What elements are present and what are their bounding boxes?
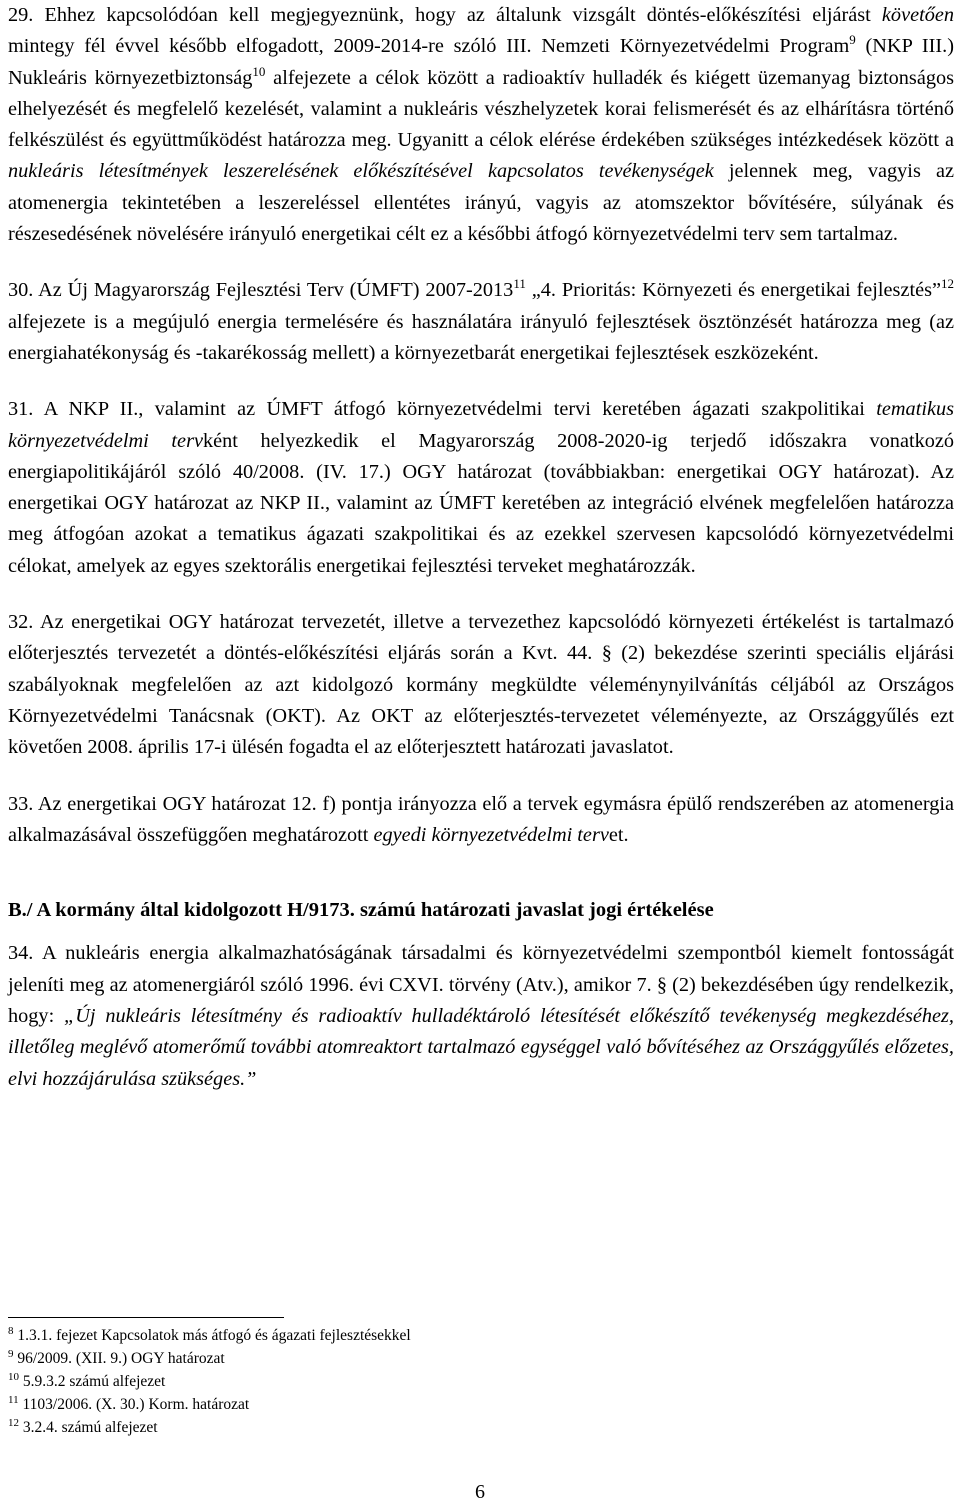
footnote [8,1370,954,1393]
text: ként helyezkedik el Magyarország 2008-2020-ig terjedő időszakra vonatkozó energiapolitikájáról szóló 40/2008. (IV. 17.) OGY határozat (továbbiakban: energetikai OGY határozat). Az energetikai OGY határozat az NKP II., valamint az ÚMFT keretében az integráció elvének megfelelően határozza meg átfogóan azokat a tematikus ágazati szakpolitikai és az ezekkel szervesen kapcsolódó környezetvédelmi célokat, amelyek az egyes szektorális energetikai fejlesztési terveket meghatározzák. [8,429,955,577]
footnote-text: 96/2009. (XII. 9.) OGY határozat [17,1350,225,1367]
footnote-ref: 9 [849,32,856,48]
italic-text: „Új nukleáris létesítmény és radioaktív hulladéktároló létesítését előkészítő tevékenység megkezdéséhez, illetőleg meglévő atomerőmű további atomreaktort tartalmazó egységgel való bővítéséhez az Országgyűlés előzetes, elvi hozzájárulása szükséges.” [8,1005,954,1090]
italic-text: tematikus környezetvédelmi terv [8,398,954,452]
footnote-text: 1103/2006. (X. 30.) Korm. határozat [22,1396,250,1413]
text: 30. Az Új Magyarország Fejlesztési Terv (ÚMFT) 2007-2013 [8,279,514,302]
paragraph-30 [8,275,954,369]
text: jelennek meg, vagyis az atomenergia tekintetében a leszereléssel ellentétes irányú, vagyis az atomszektor bővítésére, súlyának és részesedésének növelésére irányuló energetikai célt ez a későbbi átfogó környezetvédelmi terv sem tartalmaz. [8,160,955,246]
section-heading: B./ A kormány által kidolgozott H/9173. számú határozati javaslat jogi értékelése [8,899,714,922]
text: 31. A NKP II., valamint az ÚMFT átfogó környezetvédelmi tervi keretében ágazati szakpolitikai [8,398,877,421]
text: mintegy fél évvel később elfogadott, 2009-2014-re szóló III. Nemzeti Környezetvédelmi Program [8,35,850,58]
italic-text: nukleáris létesítmények leszerelésének előkészítésével kapcsolatos tevékenységek [8,160,714,183]
footnote-number: 9 [8,1348,14,1360]
footnote-ref: 11 [513,276,526,292]
footnote [8,1347,954,1370]
paragraph-32: 32. Az energetikai OGY határozat tervezetét, illetve a tervezethez kapcsolódó környezeti értékelést is tartalmazó előterjesztés tervezetét a döntés-előkészítési eljárás során a Kvt. 44. § (2) bekezdése szerinti speciális eljárási szabályoknak megfelelően az azt kidolgozó kormány megküldte véleménynyilvánítás céljából az Országos Környezetvédelmi Tanácsnak (OKT). Az OKT az előterjesztés-tervezetet véleményezte, az Országgyűlés ezt követően 2008. április 17-i ülésén fogadta el az előterjesztett határozati javaslatot. [8,611,954,759]
footnotes [8,1317,954,1439]
footnote-number: 8 [8,1325,14,1337]
footnote-number: 12 [8,1417,19,1429]
paragraph-29 [8,0,954,250]
italic-text: egyedi környezetvédelmi terv [373,823,609,846]
footnote [8,1324,954,1347]
text: et. [608,823,629,846]
footnote [8,1416,954,1439]
footnote-ref: 12 [940,276,954,292]
footnote-text: 5.9.3.2 számú alfejezet [22,1373,166,1390]
paragraph-33 [8,789,954,852]
text: (NKP III.) Nukleáris környezetbiztonság [8,35,954,89]
footnote-divider [8,1317,284,1318]
footnote-text: 1.3.1. fejezet Kapcsolatok más átfogó és ágazati fejlesztésekkel [17,1327,411,1344]
paragraph-34 [8,938,954,1094]
text: alfejezete is a megújuló energia termelésére és használatára irányuló fejlesztések ösztönzését határozza meg (az energiahatékonyság és -takarékosság mellett) a környezetbarát energetikai fejlesztések eszközeként. [8,310,954,364]
text: 33. Az energetikai OGY határozat 12. f) pontja irányozza elő a tervek egymásra épülő rendszerében az atomenergia alkalmazásával összefüggően meghatározott [8,792,954,846]
paragraph-31 [8,394,954,582]
footnote-number: 11 [8,1394,19,1406]
text: „4. Prioritás: Környezeti és energetikai fejlesztés” [525,279,941,302]
footnote-number: 10 [8,1371,19,1383]
document-body [8,0,954,1095]
page-number: 6 [475,1481,485,1503]
text: 29. Ehhez kapcsolódóan kell megjegyeznünk, hogy az általunk vizsgált döntés-előkészítési eljárást [8,4,882,26]
text: alfejezete a célok között a radioaktív hulladék és kiégett üzemanyag biztonságos elhelyezését és megfelelő kezelését, valamint a nukleáris vészhelyzetek korai felismerését és az elhárításra történő felkészülést és együttműködést határozza meg. Ugyanitt a célok elérése érdekében szükséges intézkedések között a [8,66,954,152]
italic-text: követően [881,4,954,26]
footnote-text: 3.2.4. számú alfejezet [22,1419,158,1436]
footnote [8,1393,954,1416]
footnote-ref: 10 [252,63,266,79]
text: 34. A nukleáris energia alkalmazhatóságának társadalmi és környezetvédelmi szempontból kiemelt fontosságát jeleníti meg az atomenergiáról szóló 1996. évi CXVI. törvény (Atv.), amikor 7. § (2) bekezdésében úgy rendelkezik, hogy: [8,942,954,1028]
